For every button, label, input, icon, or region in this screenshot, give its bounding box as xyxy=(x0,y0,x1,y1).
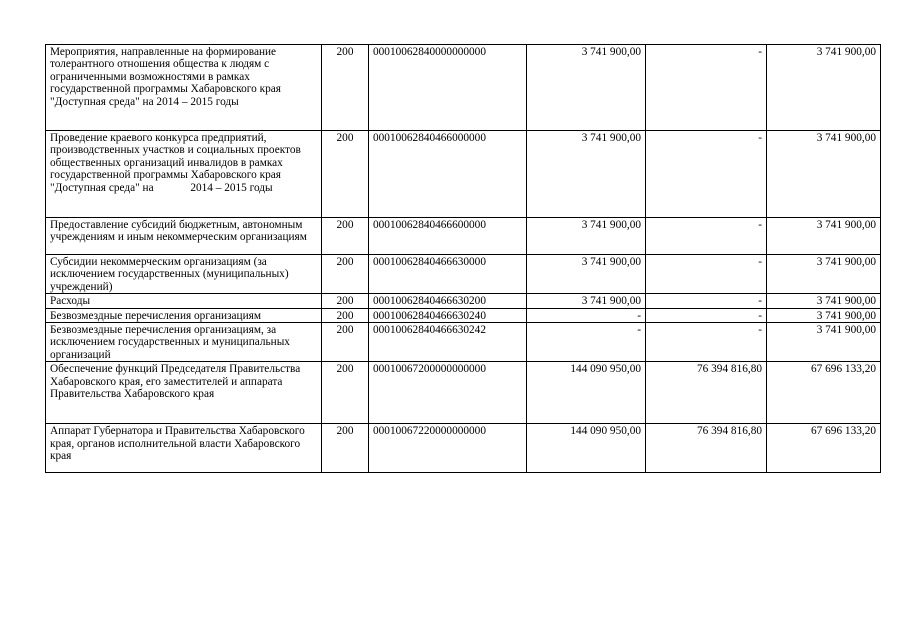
row-value-approved: 3 741 900,00 xyxy=(527,218,646,255)
row-value-remaining: 67 696 133,20 xyxy=(767,362,881,424)
table-row xyxy=(46,45,881,131)
table-row xyxy=(46,218,881,255)
row-name: Проведение краевого конкурса предприятий, производственных участков и социальных проектов общественных организаций инвалидов в рамках государственной программы Хабаровского края "Доступная среда" на 2014 – 2015 годы xyxy=(46,131,322,218)
row-classification-code: 00010067200000000000 xyxy=(369,362,527,424)
row-value-executed: - xyxy=(646,308,767,322)
row-name: Предоставление субсидий бюджетным, автономным учреждениям и иным некоммерческим организациям xyxy=(46,218,322,255)
row-classification-code: 00010062840466630242 xyxy=(369,323,527,362)
table-row xyxy=(46,308,881,322)
row-value-executed: - xyxy=(646,294,767,308)
row-name: Расходы xyxy=(46,294,322,308)
row-value-executed: 76 394 816,80 xyxy=(646,362,767,424)
row-value-approved: 3 741 900,00 xyxy=(527,255,646,294)
row-value-approved: - xyxy=(527,323,646,362)
row-classification-code: 00010062840466630000 xyxy=(369,255,527,294)
row-code: 200 xyxy=(322,362,369,424)
row-name: Обеспечение функций Председателя Правительства Хабаровского края, его заместителей и аппарата Правительства Хабаровского края xyxy=(46,362,322,424)
row-classification-code: 00010062840466000000 xyxy=(369,131,527,218)
row-value-approved: 144 090 950,00 xyxy=(527,362,646,424)
row-code: 200 xyxy=(322,323,369,362)
row-value-remaining: 3 741 900,00 xyxy=(767,255,881,294)
table-row xyxy=(46,294,881,308)
row-value-remaining: 3 741 900,00 xyxy=(767,218,881,255)
row-classification-code: 00010062840466630240 xyxy=(369,308,527,322)
row-value-approved: - xyxy=(527,308,646,322)
row-value-remaining: 3 741 900,00 xyxy=(767,323,881,362)
row-value-executed: - xyxy=(646,131,767,218)
table-row xyxy=(46,255,881,294)
table-row xyxy=(46,424,881,473)
row-code: 200 xyxy=(322,294,369,308)
row-value-remaining: 3 741 900,00 xyxy=(767,308,881,322)
row-value-approved: 3 741 900,00 xyxy=(527,131,646,218)
row-classification-code: 00010062840466600000 xyxy=(369,218,527,255)
row-code: 200 xyxy=(322,218,369,255)
row-value-executed: - xyxy=(646,45,767,131)
row-value-remaining: 3 741 900,00 xyxy=(767,131,881,218)
row-name: Субсидии некоммерческим организациям (за исключением государственных (муниципальных) учреждений) xyxy=(46,255,322,294)
row-code: 200 xyxy=(322,424,369,473)
row-value-executed: 76 394 816,80 xyxy=(646,424,767,473)
row-code: 200 xyxy=(322,308,369,322)
budget-table xyxy=(45,44,881,473)
row-classification-code: 00010062840466630200 xyxy=(369,294,527,308)
row-name: Безвозмездные перечисления организациям, за исключением государственных и муниципальных организаций xyxy=(46,323,322,362)
table-row xyxy=(46,362,881,424)
row-code: 200 xyxy=(322,255,369,294)
row-code: 200 xyxy=(322,131,369,218)
table-row xyxy=(46,131,881,218)
row-name: Безвозмездные перечисления организациям xyxy=(46,308,322,322)
row-value-remaining: 67 696 133,20 xyxy=(767,424,881,473)
row-name: Мероприятия, направленные на формирование толерантного отношения общества к людям с ограниченными возможностями в рамках государственной программы Хабаровского края "Доступная среда" на 2014 – 2015 годы xyxy=(46,45,322,131)
row-classification-code: 00010067220000000000 xyxy=(369,424,527,473)
row-value-approved: 3 741 900,00 xyxy=(527,294,646,308)
row-name: Аппарат Губернатора и Правительства Хабаровского края, органов исполнительной власти Хабаровского края xyxy=(46,424,322,473)
row-value-remaining: 3 741 900,00 xyxy=(767,45,881,131)
row-value-executed: - xyxy=(646,255,767,294)
row-classification-code: 00010062840000000000 xyxy=(369,45,527,131)
row-code: 200 xyxy=(322,45,369,131)
row-value-remaining: 3 741 900,00 xyxy=(767,294,881,308)
row-value-executed: - xyxy=(646,323,767,362)
row-value-approved: 144 090 950,00 xyxy=(527,424,646,473)
row-value-executed: - xyxy=(646,218,767,255)
table-row xyxy=(46,323,881,362)
row-value-approved: 3 741 900,00 xyxy=(527,45,646,131)
